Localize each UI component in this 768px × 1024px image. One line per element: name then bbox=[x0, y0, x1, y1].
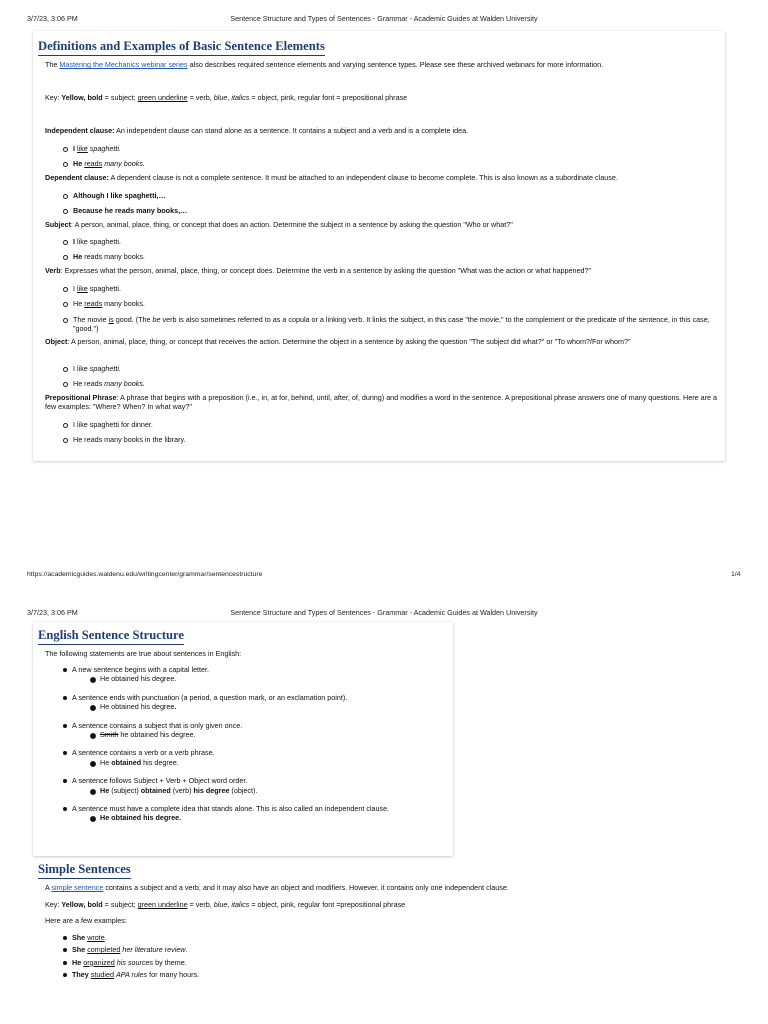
color-key: Key: Yellow, bold = subject; green underline = verb, blue, italics = object, pink, regular font =prepositional phrase bbox=[45, 900, 406, 909]
list-item: Because he reads many books,… bbox=[45, 206, 187, 215]
list-item: Smith he obtained his degree. bbox=[72, 730, 450, 739]
print-date: 3/7/23, 3:06 PM bbox=[27, 14, 78, 23]
simple-examples-list bbox=[45, 933, 199, 980]
list-item: A sentence contains a verb or a verb phrase. He obtained his degree. bbox=[45, 748, 450, 767]
section-title: Simple Sentences bbox=[38, 862, 131, 879]
independent-clause-definition: Independent clause: An independent clause can stand alone as a sentence. It contains a subject and a verb and is a complete idea. bbox=[45, 126, 469, 135]
list-item: He obtained his degree. bbox=[72, 758, 450, 767]
list-item: He reads many books. bbox=[45, 159, 145, 168]
list-item: He reads many books in the library. bbox=[45, 435, 186, 444]
print-page-title: Sentence Structure and Types of Sentences - Grammar - Academic Guides at Walden University bbox=[230, 608, 538, 617]
list-item: He reads many books. bbox=[45, 252, 145, 261]
object-definition: Object: A person, animal, place, thing, or concept that receives the action. Determine the object in a sentence by asking the question "The subject did what?" or "To whom?/For whom?" bbox=[45, 337, 631, 346]
list-item: They studied APA rules for many hours. bbox=[45, 970, 199, 979]
list-item: I like spaghetti. bbox=[45, 144, 145, 153]
key-subject: Yellow, bold bbox=[61, 93, 103, 102]
list-item: A sentence follows Subject + Verb + Object word order. He (subject) obtained (verb) his degree (object). bbox=[45, 776, 450, 795]
intro-text-rest: also describes required sentence elements and varying sentence types. Please see these archived webinars for more information. bbox=[187, 60, 604, 69]
page-url: https://academicguides.waldenu.edu/writingcenter/grammar/sentencestructure bbox=[27, 571, 263, 578]
prepositional-phrase-definition: Prepositional Phrase: A phrase that begins with a preposition (i.e., in, at for, behind, until, after, of, during) and modifies a word in the sentence. A prepositional phrase answers one of many questions. Here are a few examples: "Where? When? In what way?" bbox=[45, 393, 718, 412]
section-title: English Sentence Structure bbox=[38, 628, 184, 645]
list-item: A sentence ends with punctuation (a period, a question mark, or an exclamation point). He obtained his degree. bbox=[45, 693, 450, 712]
simple-sentences-section bbox=[38, 860, 738, 990]
list-item: A sentence must have a complete idea that stands alone. This is also called an independent clause. He obtained his degree. bbox=[45, 804, 450, 823]
definitions-card bbox=[33, 31, 725, 461]
verb-definition: Verb: Expresses what the person, animal, place, thing, or concept does. Determine the verb in a sentence by asking the question "What was the action or what happened?" bbox=[45, 266, 592, 275]
independent-examples bbox=[45, 144, 145, 169]
print-page-title: Sentence Structure and Types of Sentences - Grammar - Academic Guides at Walden University bbox=[230, 14, 538, 23]
object-examples bbox=[45, 364, 145, 389]
list-item: Although I like spaghetti,… bbox=[45, 191, 187, 200]
webinar-series-link[interactable]: Mastering the Mechanics webinar series bbox=[59, 60, 188, 69]
key-object: blue bbox=[213, 93, 228, 102]
list-item: I like spaghetti for dinner. bbox=[45, 420, 186, 429]
color-key: Key: Yellow, bold = subject; green underline = verb, blue, italics = object, pink, regular font = prepositional phrase bbox=[45, 93, 408, 102]
list-item: I like spaghetti. bbox=[45, 284, 721, 293]
list-item: A sentence contains a subject that is only given once. Smith he obtained his degree. bbox=[45, 721, 450, 740]
english-rules-list bbox=[45, 665, 450, 823]
prepositional-examples bbox=[45, 420, 186, 445]
list-item: She completed her literature review. bbox=[45, 945, 199, 954]
list-item: He reads many books. bbox=[45, 299, 721, 308]
simple-sentence-link[interactable]: simple sentence bbox=[51, 883, 104, 892]
intro-paragraph bbox=[45, 60, 717, 69]
list-item: He obtained his degree. bbox=[72, 813, 450, 822]
verb-examples bbox=[45, 284, 721, 334]
list-item: I like spaghetti. bbox=[45, 237, 145, 246]
dependent-examples bbox=[45, 191, 187, 216]
intro-text: The bbox=[45, 60, 60, 69]
list-item: A new sentence begins with a capital letter. He obtained his degree. bbox=[45, 665, 450, 684]
section-title: Definitions and Examples of Basic Sentence Elements bbox=[38, 39, 325, 56]
list-item: He obtained his degree. bbox=[72, 702, 450, 711]
list-item: He reads many books. bbox=[45, 379, 145, 388]
print-date: 3/7/23, 3:06 PM bbox=[27, 608, 78, 617]
subject-examples bbox=[45, 237, 145, 262]
page-number: 1/4 bbox=[731, 571, 741, 578]
simple-intro: A simple sentence contains a subject and a verb, and it may also have an object and modifiers. However, it contains only one independent clause. bbox=[45, 883, 509, 892]
page-header bbox=[0, 0, 768, 23]
list-item: I like spaghetti. bbox=[45, 364, 145, 373]
list-item: He organized his sources by theme. bbox=[45, 958, 199, 967]
page-header bbox=[0, 594, 768, 617]
examples-label: Here are a few examples: bbox=[45, 916, 127, 925]
list-item: He obtained his degree. bbox=[72, 674, 450, 683]
list-item: The movie is good. (The be verb is also sometimes referred to as a copula or a linking verb. It links the subject, in this case "the movie," to the complement or the predicate of the sentence, in this case, "good.") bbox=[45, 315, 721, 334]
list-item: She wrote. bbox=[45, 933, 199, 942]
list-item: He (subject) obtained (verb) his degree (object). bbox=[72, 786, 450, 795]
dependent-clause-definition: Dependent clause: A dependent clause is not a complete sentence. It must be attached to an independent clause to become complete. This is also known as a subordinate clause. bbox=[45, 173, 618, 182]
subject-definition: Subject: A person, animal, place, thing, or concept that does an action. Determine the subject in a sentence by asking the question "Who or what?" bbox=[45, 220, 513, 229]
english-sentence-structure-card bbox=[33, 622, 453, 856]
english-intro: The following statements are true about sentences in English: bbox=[45, 649, 242, 658]
key-verb: green underline bbox=[137, 93, 188, 102]
